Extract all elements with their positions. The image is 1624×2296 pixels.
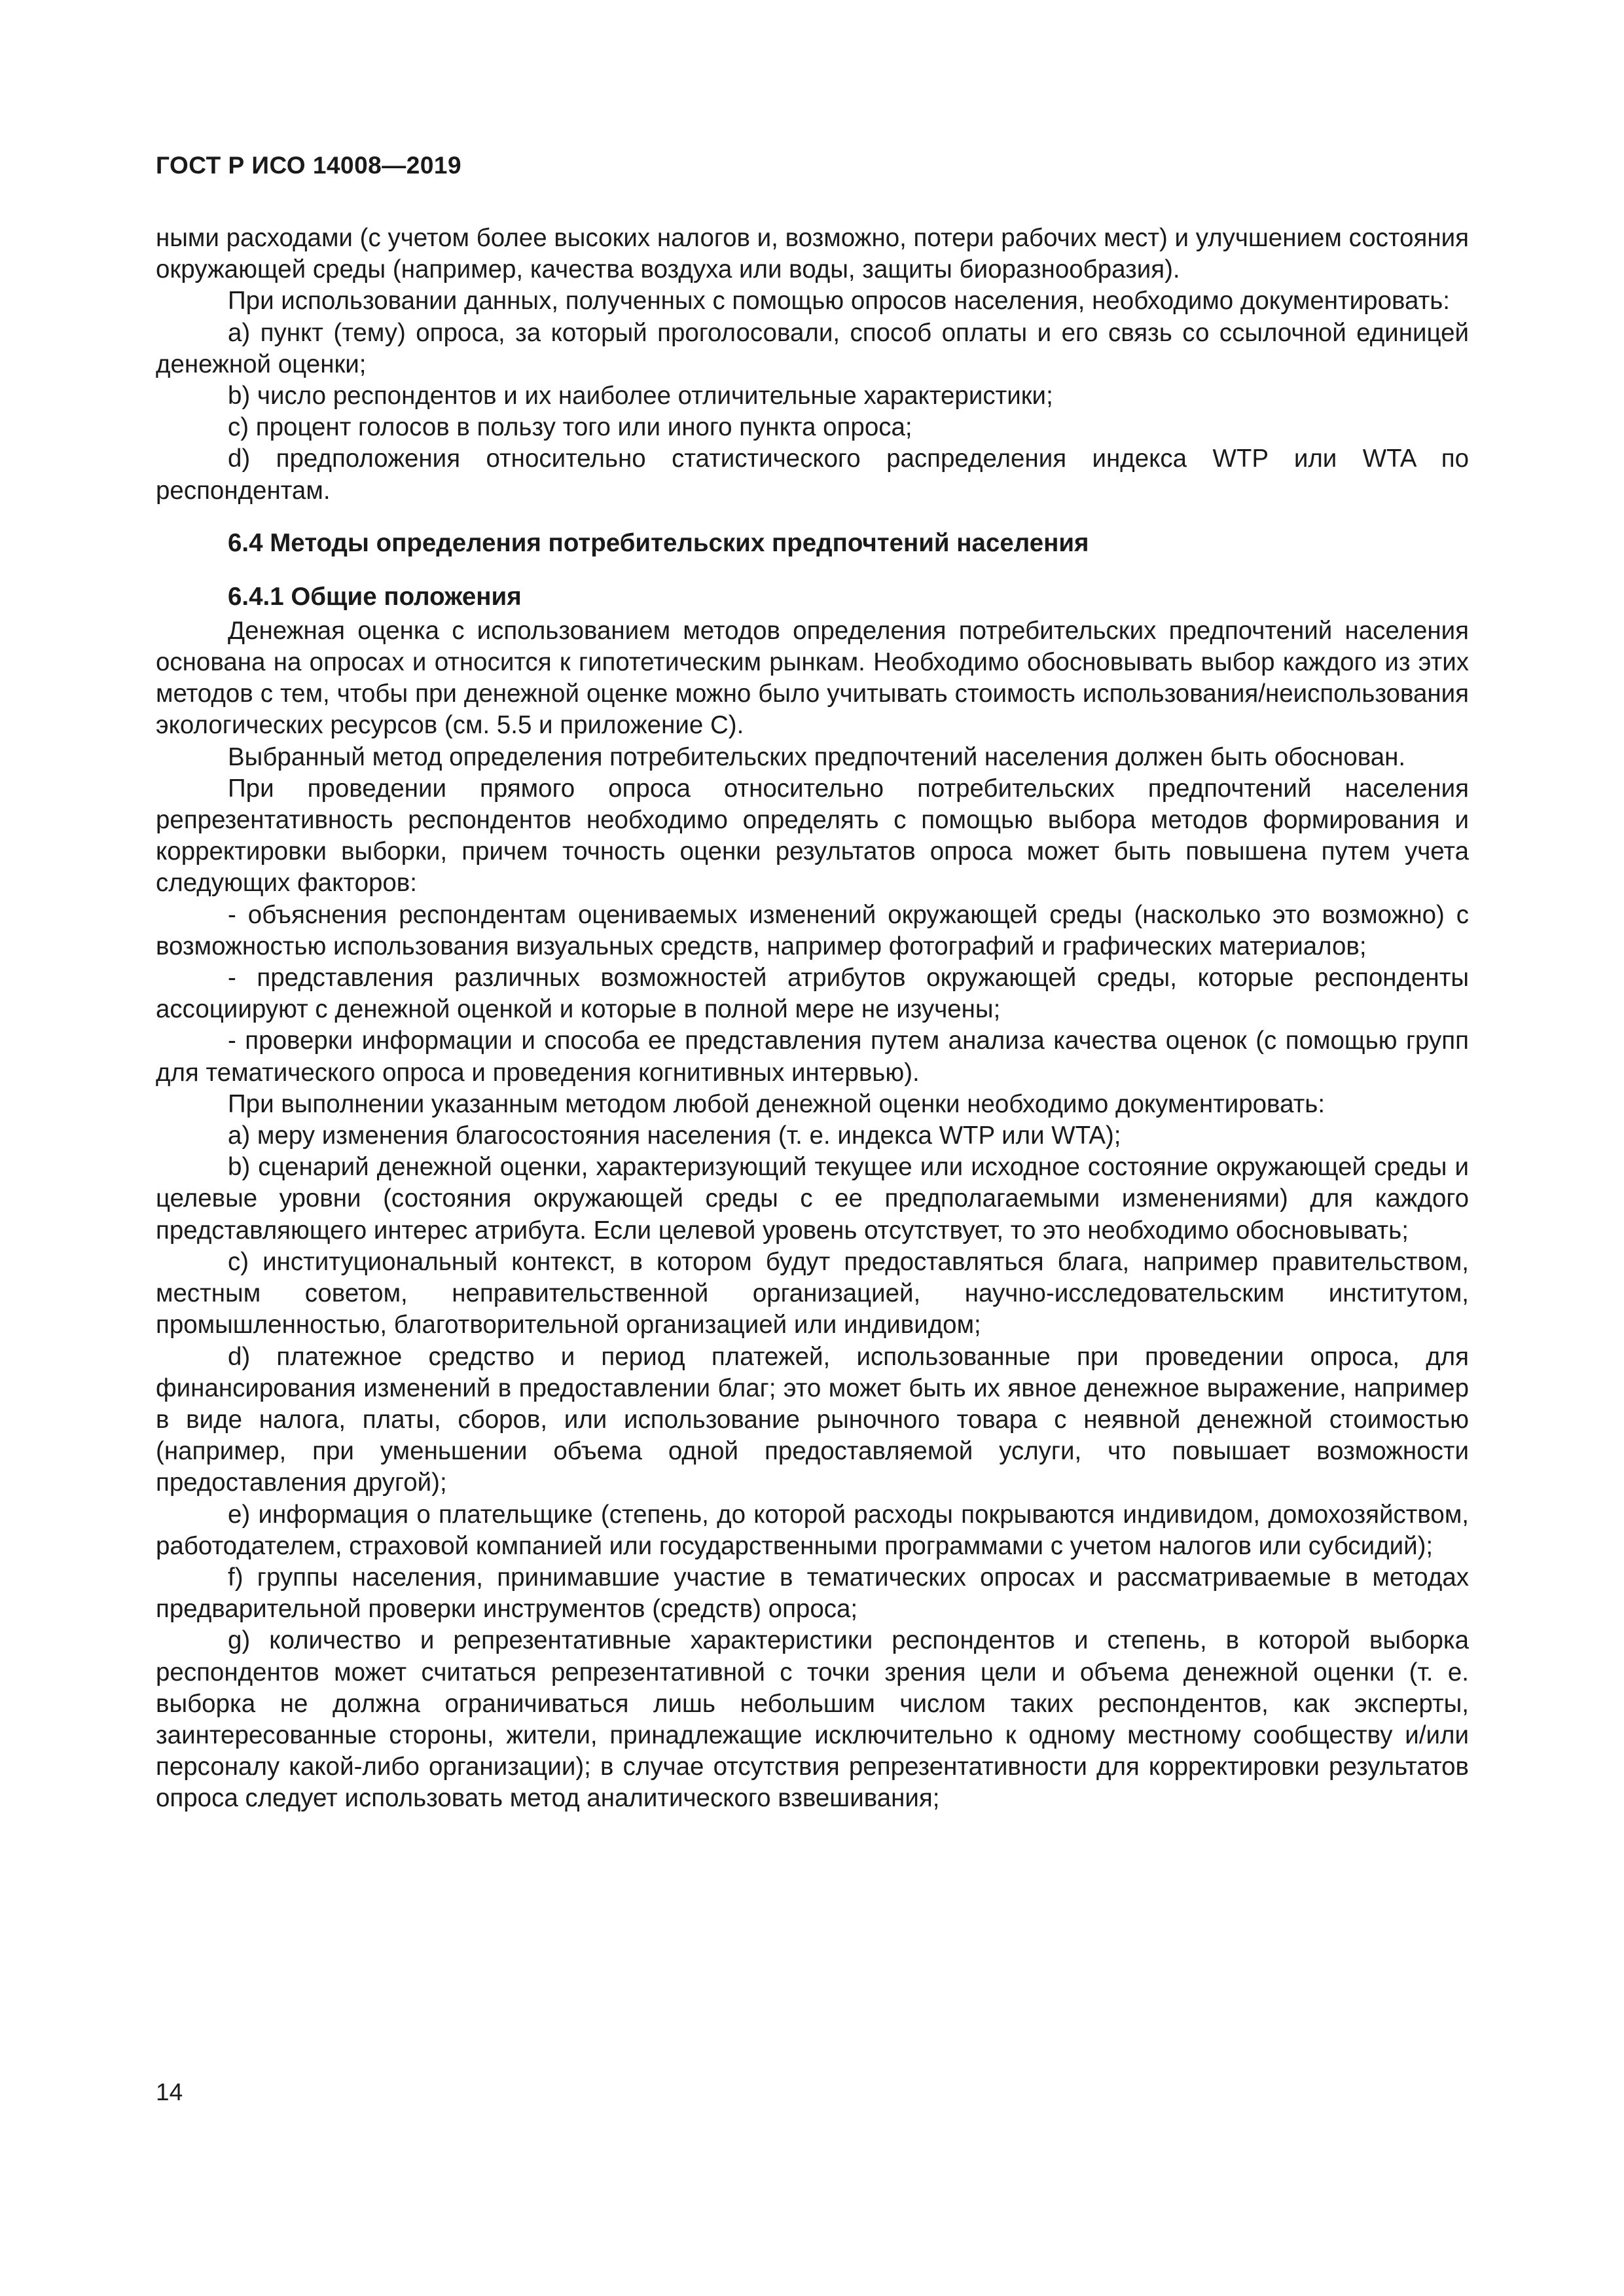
paragraph-documentation-intro: При использовании данных, полученных с помощью опросов населения, необходимо документировать: xyxy=(228,287,1450,316)
list-item-g-respondents: g) количество и репрезентативные характеристики респондентов и степень, в которой выборка респондентов может считаться репрезентативной с точки зрения цели и объема денежной оценки (т. е. выборка не должна ограничиваться лишь небольшим числом таких респондентов, как эксперты, заинтересованные стороны, жители, принадлежащие исключительно к одному местному сообществу и/или персоналу какой-либо организации); в случае отсутствия репрезентативности для корректировки результатов опроса следует использовать метод аналитического взвешивания; xyxy=(156,1626,1469,1813)
list-item-e-payer: e) информация о плательщике (степень, до которой расходы покрываются индивидом, домохозяйством, работодателем, страховой компанией или государственными программами с учетом налогов или субсидий); xyxy=(156,1500,1469,1560)
document-header: ГОСТ Р ИСО 14008—2019 xyxy=(156,152,462,179)
dash-item-explanation: - объяснения респондентам оцениваемых изменений окружающей среды (насколько это возможно) с возможностью использования визуальных средств, например фотографий и графических материалов; xyxy=(156,900,1469,960)
document-body xyxy=(156,223,1469,1815)
list-item-d-payment: d) платежное средство и период платежей, использованные при проведении опроса, для финансирования изменений в предоставлении благ; это может быть их явное денежное выражение, например в виде налога, платы, сборов, или использование рыночного товара с неявной денежной стоимостью (например, при уменьшении объема одной предоставляемой услуги, что повышает возможности предоставления другой); xyxy=(156,1342,1469,1497)
list-item-f-groups: f) группы населения, принимавшие участие в тематических опросах и рассматриваемые в методах предварительной проверки инструментов (средств) опроса; xyxy=(156,1563,1469,1624)
list-item-a: a) пункт (тему) опроса, за который проголосовали, способ оплаты и его связь со ссылочной единицей денежной оценки; xyxy=(156,318,1469,378)
paragraph-continuation: ными расходами (с учетом более высоких налогов и, возможно, потери рабочих мест) и улучшением состояния окружающей среды (например, качества воздуха или воды, защиты биоразнообразия). xyxy=(156,224,1469,284)
paragraph-direct-survey: При проведении прямого опроса относительно потребительских предпочтений населения репрезентативность респондентов необходимо определять с помощью выбора методов формирования и корректировки выборки, причем точность оценки результатов опроса может быть повышена путем учета следующих факторов: xyxy=(156,774,1469,898)
list-item-a-welfare: a) меру изменения благосостояния населения (т. е. индекса WTP или WTA); xyxy=(228,1121,1121,1150)
list-item-c: c) процент голосов в пользу того или иного пункта опроса; xyxy=(228,413,912,442)
subsection-heading-6-4-1: 6.4.1 Общие положения xyxy=(228,582,522,611)
list-item-c-institutional: c) институциональный контекст, в котором будут предоставляться блага, например правительством, местным советом, неправительственной организацией, научно-исследовательским институтом, промышленностью, благотворительной организацией или индивидом; xyxy=(156,1247,1469,1339)
list-item-d: d) предположения относительно статистического распределения индекса WTP или WTA по респондентам. xyxy=(156,445,1469,505)
paragraph-documentation-requirements: При выполнении указанным методом любой денежной оценки необходимо документировать: xyxy=(228,1089,1326,1118)
dash-item-verification: - проверки информации и способа ее представления путем анализа качества оценок (с помощью групп для тематического опроса и проведения когнитивных интервью). xyxy=(156,1027,1469,1087)
page-number: 14 xyxy=(156,2079,183,2105)
list-item-b-scenario: b) сценарий денежной оценки, характеризующий текущее или исходное состояние окружающей среды и целевые уровни (состояния окружающей среды с ее предполагаемыми изменениями) для каждого представляющего интерес атрибута. Если целевой уровень отсутствует, то это необходимо обосновывать; xyxy=(156,1153,1469,1245)
paragraph-method-justification: Выбранный метод определения потребительских предпочтений населения должен быть обоснован. xyxy=(228,742,1406,771)
section-heading-6-4: 6.4 Методы определения потребительских предпочтений населения xyxy=(228,528,1089,557)
list-item-b: b) число респондентов и их наиболее отличительные характеристики; xyxy=(228,382,1053,410)
dash-item-attributes: - представления различных возможностей атрибутов окружающей среды, которые респонденты ассоциируют с денежной оценкой и которые в полной мере не изучены; xyxy=(156,964,1469,1024)
paragraph-monetary-valuation: Денежная оценка с использованием методов определения потребительских предпочтений населения основана на опросах и относится к гипотетическим рынкам. Необходимо обосновывать выбор каждого из этих методов с тем, чтобы при денежной оценке можно было учитывать стоимость использования/неиспользования экологических ресурсов (см. 5.5 и приложение С). xyxy=(156,616,1469,740)
